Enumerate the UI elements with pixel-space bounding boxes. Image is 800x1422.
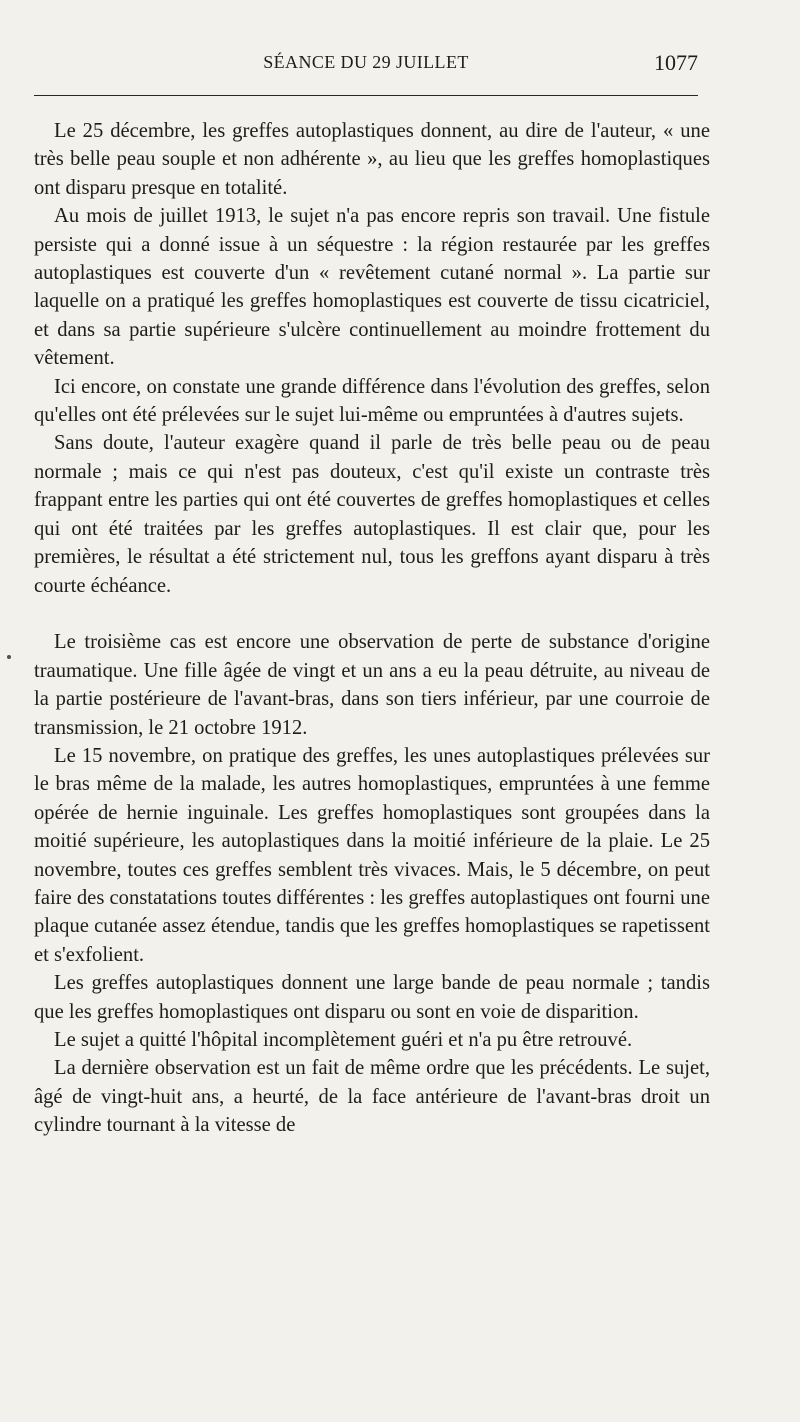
paragraph: Le sujet a quitté l'hôpital incomplètement guéri et n'a pu être retrouvé. bbox=[54, 1028, 633, 1051]
body-text bbox=[34, 117, 710, 1140]
running-head bbox=[34, 50, 698, 80]
header-rule bbox=[34, 95, 698, 96]
paragraph: La dernière observation est un fait de même ordre que les précédents. Le sujet, âgé de vingt-huit ans, a heurté, de la face antérieure de l'avant-bras droit un cylindre tournant à la vitesse de bbox=[34, 1057, 710, 1137]
paragraph: Au mois de juillet 1913, le sujet n'a pas encore repris son travail. Une fistule persiste qui a donné issue à un séquestre : la région restaurée par les greffes autoplastiques est couverte d'un « revêtement cutané normal ». La partie sur laquelle on a pratiqué les greffes homoplastiques est couverte de tissu cicatriciel, et dans sa partie supérieure s'ulcère continuellement au moindre frottement du vêtement. bbox=[34, 205, 710, 370]
page-number: 1077 bbox=[654, 50, 698, 75]
paragraph: Ici encore, on constate une grande différence dans l'évolution des greffes, selon qu'elles ont été prélevées sur le sujet lui-même ou empruntées à d'autres sujets. bbox=[34, 375, 710, 427]
paragraph: Les greffes autoplastiques donnent une large bande de peau normale ; tandis que les greffes homoplastiques ont disparu ou sont en voie de disparition. bbox=[34, 972, 710, 1023]
paragraph: Le 25 décembre, les greffes autoplastiques donnent, au dire de l'auteur, « une très belle peau souple et non adhérente », au lieu que les greffes homoplastiques ont disparu presque en totalité. bbox=[34, 120, 710, 199]
paragraph: Sans doute, l'auteur exagère quand il parle de très belle peau ou de peau normale ; mais ce qui n'est pas douteux, c'est qu'il existe un contraste très frappant entre les parties qui ont été couvertes de greffes homoplastiques et celles qui ont été traitées par les greffes autoplastiques. Il est clair que, pour les premières, le résultat a été strictement nul, tous les greffons ayant disparu à très courte échéance. bbox=[34, 432, 710, 597]
paragraph: Le troisième cas est encore une observation de perte de substance d'origine traumatique. Une fille âgée de vingt et un ans a eu la peau détruite, au niveau de la partie postérieure de l'avant-bras, dans son tiers inférieur, par une courroie de transmission, le 21 octobre 1912. bbox=[34, 631, 710, 739]
paragraph: Le 15 novembre, on pratique des greffes, les unes autoplastiques prélevées sur le bras même de la malade, les autres homoplastiques, empruntées à une femme opérée de hernie inguinale. Les greffes homoplastiques sont groupées dans la moitié supérieure, les autoplastiques dans la moitié inférieure de la plaie. Le 25 novembre, toutes ces greffes semblent très vivaces. Mais, le 5 décembre, on peut faire des constatations toutes différentes : les greffes autoplastiques ont fourni une plaque cutanée assez étendue, tandis que les greffes homoplastiques se rapetissent et s'exfolient. bbox=[34, 744, 710, 966]
running-head-title: SÉANCE DU 29 JUILLET bbox=[263, 52, 469, 72]
margin-mark bbox=[7, 655, 11, 659]
